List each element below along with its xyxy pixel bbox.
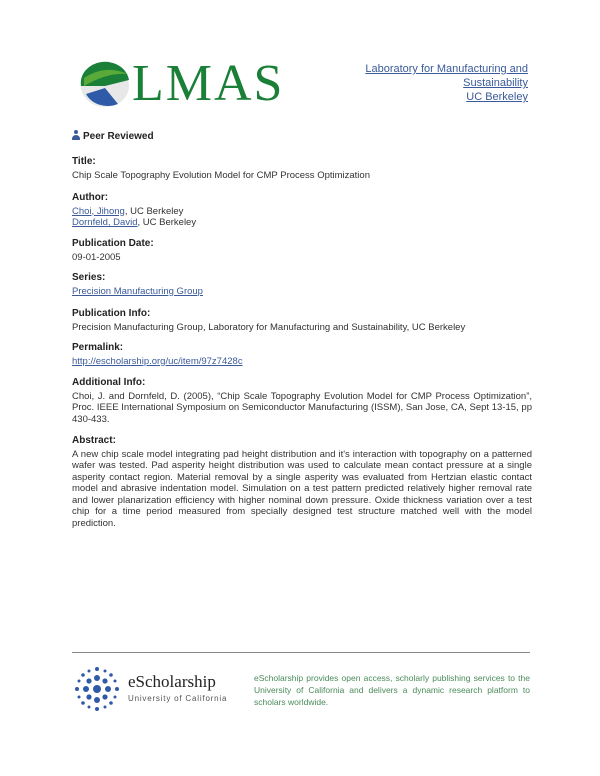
peer-reviewed-badge — [72, 130, 154, 142]
author-section — [72, 192, 532, 229]
abstract-label: Abstract: — [72, 435, 116, 446]
pub-info-label: Publication Info: — [72, 308, 151, 319]
title-label: Title: — [72, 156, 96, 167]
lab-link[interactable] — [365, 62, 528, 104]
series-section — [72, 272, 532, 297]
escholarship-university: University of California — [128, 694, 228, 703]
footer-divider — [72, 652, 530, 653]
author-row — [72, 217, 532, 229]
peer-reviewed-text: Peer Reviewed — [83, 131, 154, 142]
permalink-label: Permalink: — [72, 342, 124, 353]
pub-date-value: 09-01-2005 — [72, 251, 121, 263]
escholarship-logo-icon — [72, 664, 122, 714]
escholarship-brand: eScholarship — [128, 672, 216, 691]
escholarship-description: eScholarship provides open access, scholarly publishing services to the University of California and delivers a dynamic research platform to scholars worldwide. — [254, 673, 530, 707]
pub-date-label: Publication Date: — [72, 238, 154, 249]
lmas-logo-text: LMAS — [132, 55, 285, 112]
abstract-value: A new chip scale model integrating pad height distribution and it's interaction with topography on a patterned wafer was tested. Pad asperity height distribution was used to calculate mean contact pressure at a single asperity contact region. Material removal by a single asperity was evaluated from Hertzian elastic contact model and abrasive indentation model. Simulation on a test pattern predicted relatively higher removal rate and lower planarization efficiency with higher nominal down pressure. Oxide thickness variation over a test chip for a time period measured from specially designed test structure matched well with the model prediction. — [72, 448, 532, 529]
person-icon — [72, 130, 80, 140]
author-affil: , UC Berkeley — [124, 205, 184, 217]
abstract-section — [72, 435, 532, 529]
permalink-link[interactable]: http://escholarship.org/uc/item/97z7428c — [72, 355, 243, 367]
author-link[interactable]: Choi, Jihong — [72, 205, 125, 217]
author-label: Author: — [72, 192, 109, 203]
series-link[interactable]: Precision Manufacturing Group — [72, 285, 203, 297]
lab-link-line3[interactable]: UC Berkeley — [466, 91, 528, 103]
pub-info-value: Precision Manufacturing Group, Laboratory for Manufacturing and Sustainability, UC Berkeley — [72, 321, 466, 333]
title-section — [72, 156, 532, 181]
lab-link-line1[interactable]: Laboratory for Manufacturing and — [365, 63, 528, 75]
author-affil: , UC Berkeley — [137, 217, 197, 228]
author-row — [72, 206, 532, 218]
additional-info-section — [72, 377, 532, 425]
lmas-logo-mark-icon — [78, 60, 132, 108]
additional-info-label: Additional Info: — [72, 377, 146, 388]
pub-date-section — [72, 238, 532, 263]
permalink-section — [72, 342, 532, 367]
author-link[interactable]: Dornfeld, David — [72, 217, 138, 228]
lab-link-line2[interactable]: Sustainability — [463, 77, 528, 89]
additional-info-value: Choi, J. and Dornfeld, D. (2005), “Chip Scale Topography Evolution Model for CMP Process Optimization”, Proc. IEEE International Symposium on Semiconductor Manufacturing (ISSM), San Jose, CA, Sept 13-15, pp 430-433. — [72, 390, 532, 425]
series-label: Series: — [72, 272, 106, 283]
title-value: Chip Scale Topography Evolution Model for CMP Process Optimization — [72, 169, 370, 181]
pub-info-section — [72, 308, 532, 333]
